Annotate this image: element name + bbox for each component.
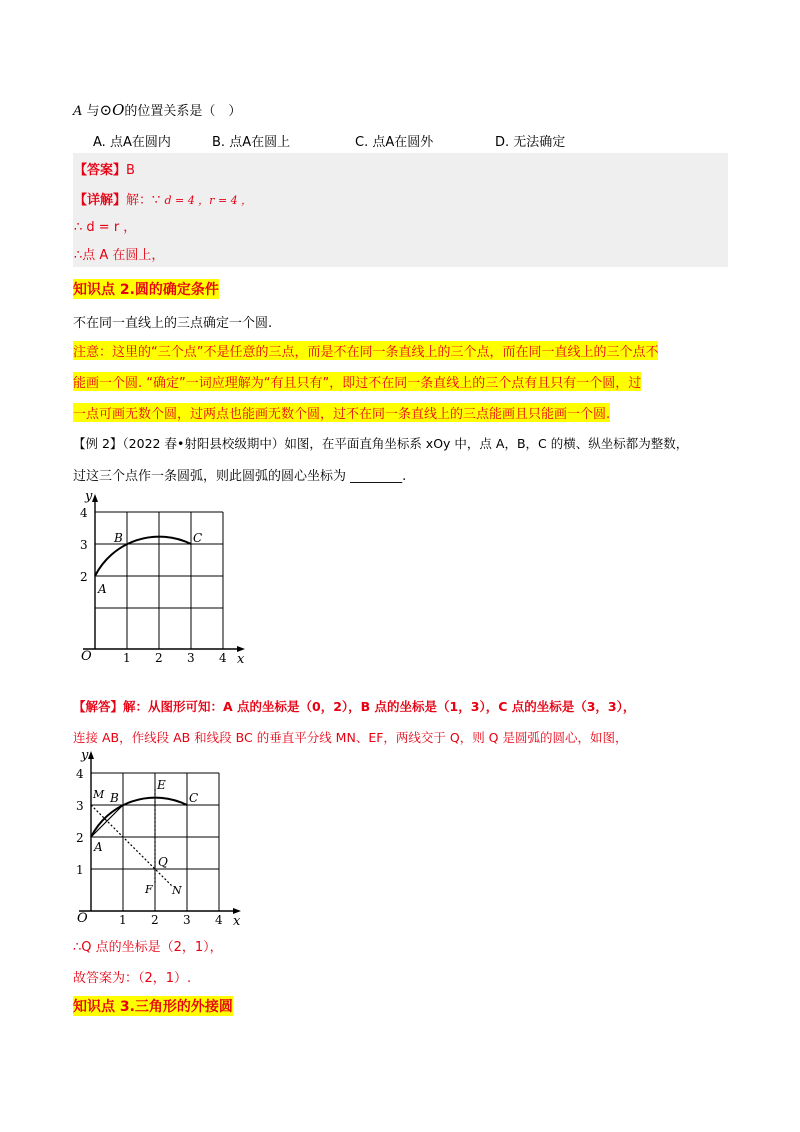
fig2-axis-y: y	[81, 748, 89, 763]
fig2-tick-y-3: 3	[76, 799, 84, 813]
fig2-point-q: Q	[158, 855, 168, 869]
solution-line-3: ∴Q 点的坐标是（2，1），	[73, 940, 223, 955]
question-suffix: 的位置关系是（ ）	[124, 104, 242, 119]
kp2-heading: 知识点 2.圆的确定条件	[73, 279, 219, 299]
fig1-tick-x-3: 3	[187, 651, 195, 665]
detail-label: 【详解】	[74, 193, 127, 208]
question-point-a: A	[73, 104, 83, 119]
fig2-origin: O	[77, 911, 88, 925]
option-d[interactable]: D. 无法确定	[495, 135, 566, 150]
fig1-origin: O	[81, 649, 92, 664]
kp2-note-line-1: 注意：这里的“三个点”不是任意的三点，而是不在同一条直线上的三个点，而在同一直线上的三个点不	[73, 341, 658, 360]
question-line	[73, 100, 241, 119]
answer-value: B	[126, 163, 135, 178]
detail-line-2: ∴ d = r ，	[74, 220, 137, 235]
example2-line-1: 【例 2】（2022 春•射阳县校级期中）如图，在平面直角坐标系 xOy 中，点 A，B，C 的横、纵坐标都为整数，	[73, 436, 689, 451]
fig2-axis-x: x	[233, 914, 241, 925]
answer-line	[74, 159, 135, 178]
fig2-tick-x-3: 3	[183, 913, 191, 925]
fig1-point-c: C	[193, 531, 203, 545]
option-b[interactable]: B. 点A在圆上	[212, 135, 291, 150]
detail-math: d = 4 ，r = 4 ，	[164, 194, 253, 207]
fig2-point-a: A	[94, 840, 103, 854]
fig2-tick-y-2: 2	[76, 831, 84, 845]
fig2-point-c: C	[189, 791, 199, 805]
kp3-heading: 知识点 3.三角形的外接圆	[73, 996, 233, 1016]
fig2-point-f: F	[145, 883, 153, 896]
fig1-tick-x-4: 4	[219, 651, 227, 665]
fig2-tick-x-1: 1	[119, 913, 127, 925]
fig1-tick-x-1: 1	[123, 651, 131, 665]
solution-line-1: 【解答】解：从图形可知：A 点的坐标是（0，2），B 点的坐标是（1，3），C 点的坐标是（3，3），	[73, 699, 636, 714]
detail-line-3: ∴点 A 在圆上，	[74, 248, 165, 263]
fig2-tick-x-4: 4	[215, 913, 223, 925]
detail-lead: 解：∵	[126, 193, 161, 208]
fig1-tick-y-2: 2	[80, 570, 88, 584]
figure-2	[73, 745, 263, 925]
kp2-note-line-3: 一点可画无数个圆，过两点也能画无数个圆，过不在同一条直线上的三点能画且只能画一个圆.	[73, 403, 610, 422]
fig2-tick-y-1: 1	[76, 863, 84, 877]
option-a[interactable]: A. 点A在圆内	[93, 135, 171, 150]
fig1-tick-y-3: 3	[80, 538, 88, 552]
answer-label: 【答案】	[74, 163, 127, 178]
fig2-tick-y-4: 4	[76, 767, 84, 781]
kp2-statement: 不在同一直线上的三点确定一个圆.	[73, 316, 273, 331]
fig2-point-e: E	[157, 778, 166, 792]
kp2-note-line-2: 能画一个圆. “确定”一词应理解为“有且只有”，即过不在同一条直线上的三个点有且只有一个圆，过	[73, 372, 641, 391]
fig1-point-b: B	[114, 531, 123, 545]
question-mid: 与	[86, 104, 100, 119]
fig1-point-a: A	[98, 582, 107, 596]
figure-1	[73, 490, 263, 670]
fig1-tick-y-4: 4	[80, 506, 88, 520]
solution-line-4: 故答案为：（2，1）.	[73, 971, 192, 986]
solution-line-2: 连接 AB，作线段 AB 和线段 BC 的垂直平分线 MN、EF，两线交于 Q，则 Q 是圆弧的圆心，如图，	[73, 730, 628, 745]
fig2-point-n: N	[172, 884, 182, 897]
fig1-axis-y: y	[85, 490, 93, 504]
fig2-point-b: B	[110, 791, 119, 805]
option-c[interactable]: C. 点A在圆外	[355, 135, 434, 150]
fig2-tick-x-2: 2	[151, 913, 159, 925]
answer-block	[73, 153, 728, 267]
example2-line-2: 过这三个点作一条圆弧，则此圆弧的圆心坐标为 ________.	[73, 469, 407, 484]
circle-symbol: ⊙O	[99, 101, 125, 119]
fig1-tick-x-2: 2	[155, 651, 163, 665]
fig1-axis-x: x	[237, 652, 245, 667]
detail-line	[74, 189, 252, 208]
fig2-point-m: M	[93, 788, 105, 801]
